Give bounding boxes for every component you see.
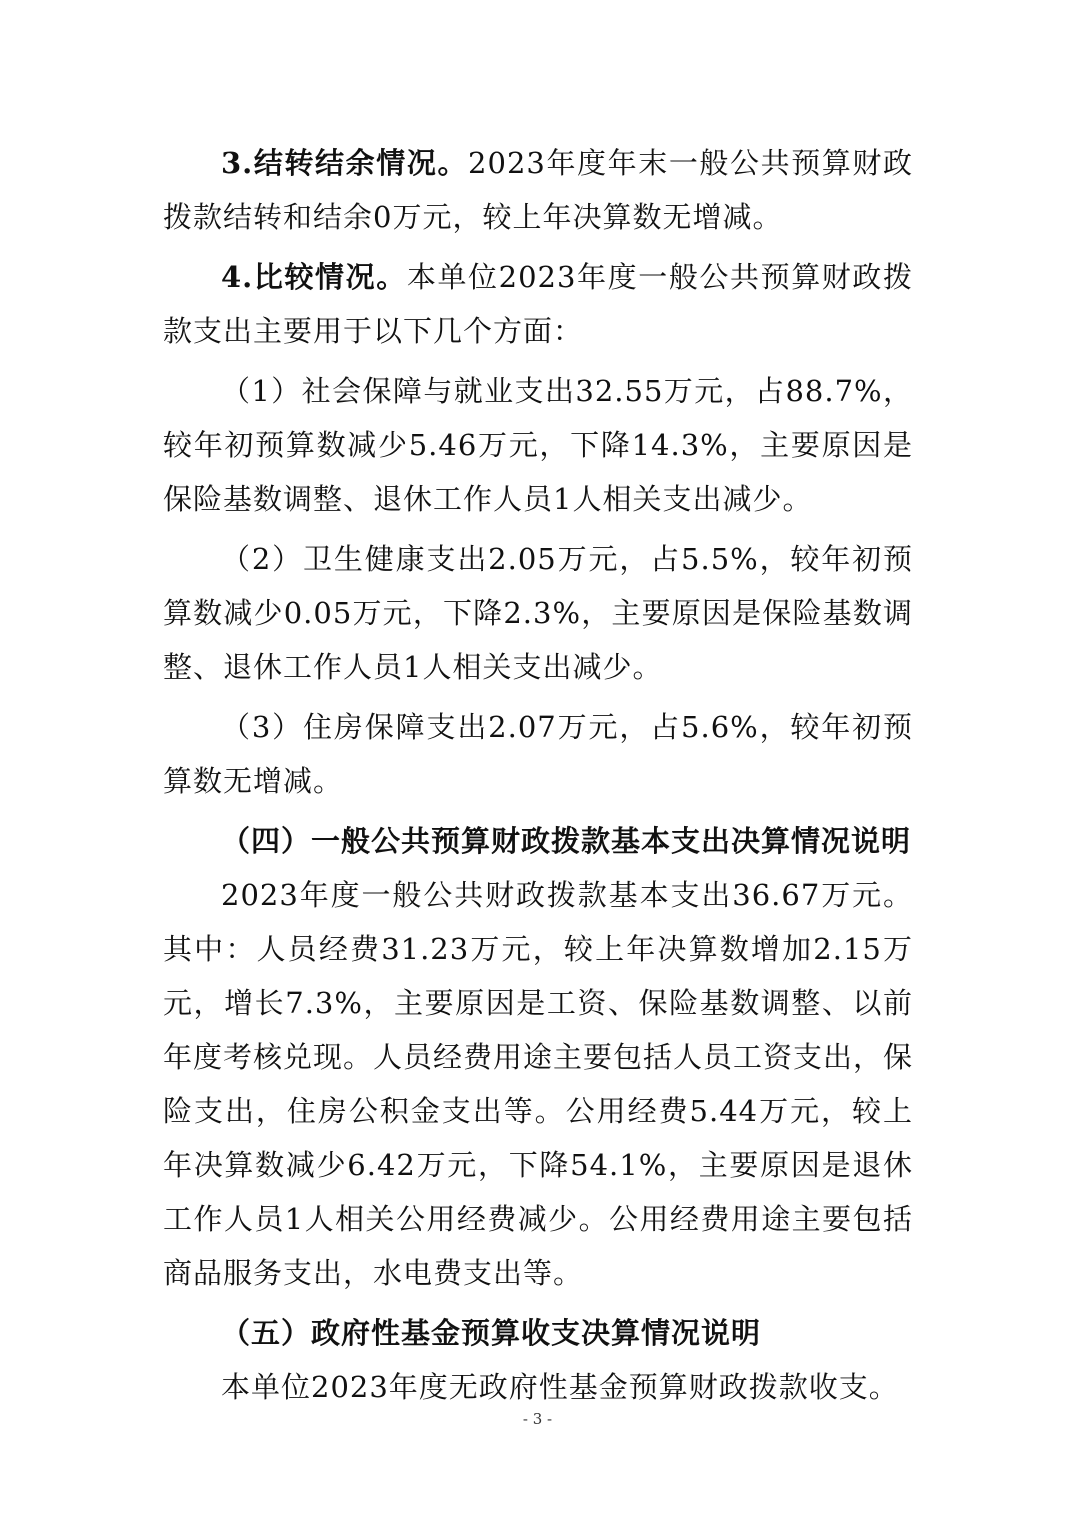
heading-gov-fund: （五）政府性基金预算收支决算情况说明 bbox=[221, 1316, 762, 1350]
item-social-security: （1）社会保障与就业支出32.55万元，占88.7%，较年初预算数减少5.46万元，下降14.3%，主要原因是保险基数调整、退休工作人员1人相关支出减少。 bbox=[163, 374, 913, 516]
heading-basic-expenditure: （四）一般公共预算财政拨款基本支出决算情况说明 bbox=[221, 824, 912, 858]
comparison-lead: 4.比较情况。 bbox=[221, 260, 407, 294]
document-page bbox=[163, 136, 913, 1414]
item-health: （2）卫生健康支出2.05万元，占5.5%，较年初预算数减少0.05万元，下降2.3%，主要原因是保险基数调整、退休工作人员1人相关支出减少。 bbox=[163, 542, 913, 684]
carryover-lead: 3.结转结余情况。 bbox=[221, 146, 469, 180]
paragraph-gov-fund: 本单位2023年度无政府性基金预算财政拨款收支。 bbox=[221, 1370, 899, 1404]
page-number: - 3 - bbox=[522, 1410, 553, 1428]
paragraph-comparison bbox=[163, 250, 913, 358]
paragraph-basic-expenditure: 2023年度一般公共财政拨款基本支出36.67万元。其中：人员经费31.23万元，较上年决算数增加2.15万元，增长7.3%，主要原因是工资、保险基数调整、以前年度考核兑现。人员经费用途主要包括人员工资支出，保险支出，住房公积金支出等。公用经费5.44万元，较上年决算数减少6.42万元，下降54.1%，主要原因是退休工作人员1人相关公用经费减少。公用经费用途主要包括商品服务支出，水电费支出等。 bbox=[163, 878, 914, 1290]
carryover-text: 2023年度年末一般公共预算财政拨款结转和结余0万元，较上年决算数无增减。 bbox=[163, 146, 913, 234]
item-housing: （3）住房保障支出2.07万元，占5.6%，较年初预算数无增减。 bbox=[163, 710, 913, 798]
comparison-text: 本单位2023年度一般公共预算财政拨款支出主要用于以下几个方面： bbox=[163, 260, 913, 348]
paragraph-carryover bbox=[163, 136, 913, 244]
